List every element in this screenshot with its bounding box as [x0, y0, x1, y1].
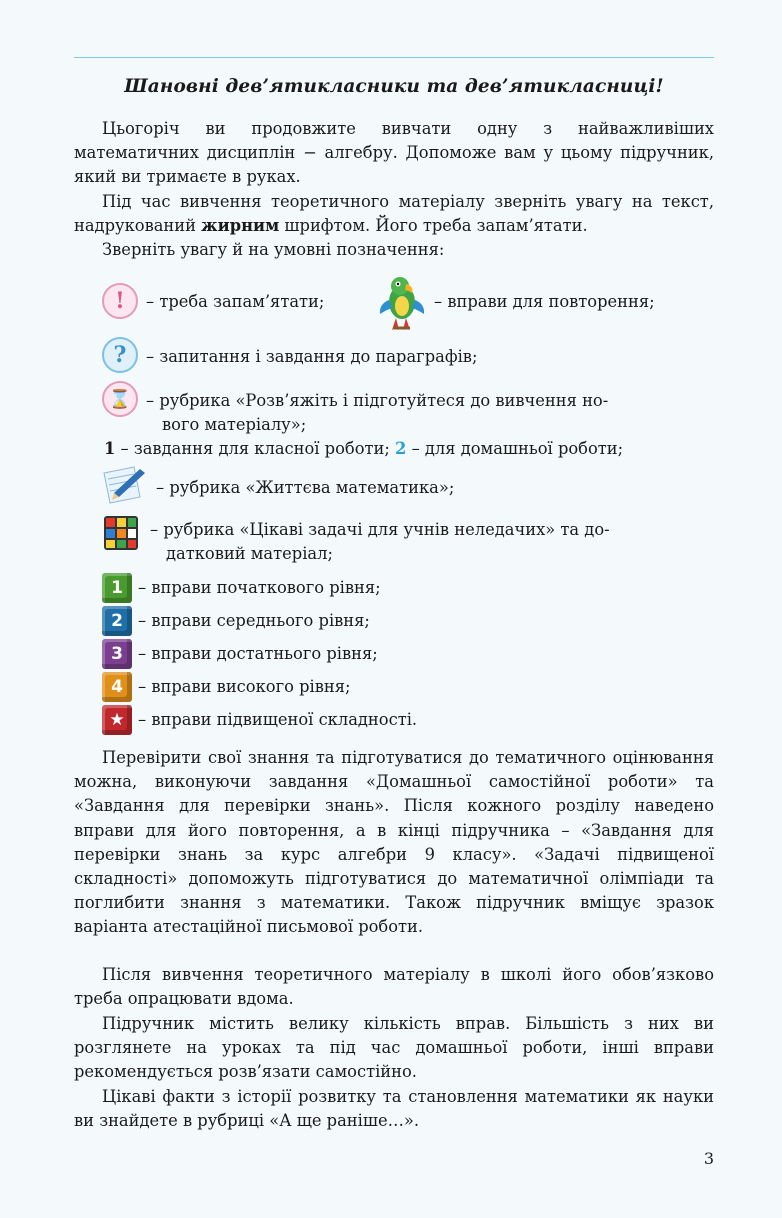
- level-4-cube-icon: 4: [102, 672, 132, 702]
- legend-level3: – вправи достатнього рівня;: [138, 644, 378, 663]
- legend-life-math: – рубрика «Життєва математика»;: [156, 478, 455, 497]
- intro-paragraph-3: Зверніть увагу й на умовні позначення:: [102, 240, 445, 259]
- page-number: 3: [703, 1149, 714, 1168]
- legend-parrot: – вправи для повторення;: [434, 292, 655, 311]
- rubik-cube-icon: [100, 512, 142, 554]
- legend-level1: – вправи початкового рівня;: [138, 578, 381, 597]
- body-paragraph-4: Цікаві факти з історії розвитку та становлення математики як науки ви знайдете в рубриці «А ще раніше…».: [74, 1087, 714, 1131]
- exclamation-icon: !: [102, 283, 138, 319]
- bold-word: жирним: [201, 216, 280, 236]
- hourglass-icon: ⌛: [102, 381, 138, 417]
- body-paragraph-3: Підручник містить велику кількість вправ. Більшість з них ви розглянете на уроках та під час домашньої роботи, інші вправи рекомендується розв’язати самостійно.: [74, 1014, 714, 1082]
- legend-level5: – вправи підвищеної складності.: [138, 710, 418, 729]
- class-number: 1: [104, 439, 116, 458]
- level-1-cube-icon: 1: [102, 573, 132, 603]
- intro-paragraph-1: Цьогоріч ви продовжите вивчати одну з найважливіших математичних дисциплін − алгебру. Допоможе вам у цьому підручник, який ви тримаєте в руках.: [74, 119, 714, 187]
- legend-level4: – вправи високого рівня;: [138, 677, 351, 696]
- legend-interesting-line2: датковий матеріал;: [166, 544, 333, 563]
- legend-interesting-line1: – рубрика «Цікаві задачі для учнів неледачих» та до-: [150, 520, 610, 539]
- question-icon: ?: [102, 337, 138, 373]
- legend-questions: – запитання і завдання до параграфів;: [146, 347, 478, 366]
- legend-class-home: 1 – завдання для класної роботи; 2 – для домашньої роботи;: [104, 439, 624, 458]
- intro-paragraph-2: Під час вивчення теоретичного матеріалу зверніть увагу на текст, надрукований жирним шрифтом. Його треба запам’ятати.: [74, 192, 714, 236]
- page-title: Шановні дев’ятикласники та дев’ятикласниці!: [124, 76, 664, 97]
- legend-prepare-line2: вого матеріалу»;: [162, 415, 307, 434]
- legend-prepare-line1: – рубрика «Розв’яжіть і підготуйтеся до вивчення но-: [146, 391, 609, 410]
- level-5-cube-star-icon: ★: [102, 705, 132, 735]
- level-2-cube-icon: 2: [102, 606, 132, 636]
- home-number: 2: [395, 439, 407, 458]
- header-rule: [74, 57, 714, 58]
- pencil-notebook-icon: [100, 463, 150, 505]
- legend-remember: – треба запам’ятати;: [146, 292, 325, 311]
- body-paragraph-2: Після вивчення теоретичного матеріалу в школі його обов’язково треба опрацювати вдома.: [74, 965, 714, 1009]
- parrot-icon: [376, 272, 428, 332]
- level-3-cube-icon: 3: [102, 639, 132, 669]
- legend-level2: – вправи середнього рівня;: [138, 611, 370, 630]
- body-paragraph-1: Перевірити свої знання та підготуватися до тематичного оцінювання можна, виконуючи завдання «Домашньої самостійної роботи» та «Завдання для перевірки знань». Після кожного розділу наведено вправи для його повторення, а в кінці підручника – «Завдання для перевірки знань за курс алгебри 9 класу». «Задачі підвищеної складності» допоможуть підготуватися до математичної олімпіади та поглибити знання з математики. Також підручник вміщує зразок варіанта атестаційної письмової роботи.: [74, 748, 714, 937]
